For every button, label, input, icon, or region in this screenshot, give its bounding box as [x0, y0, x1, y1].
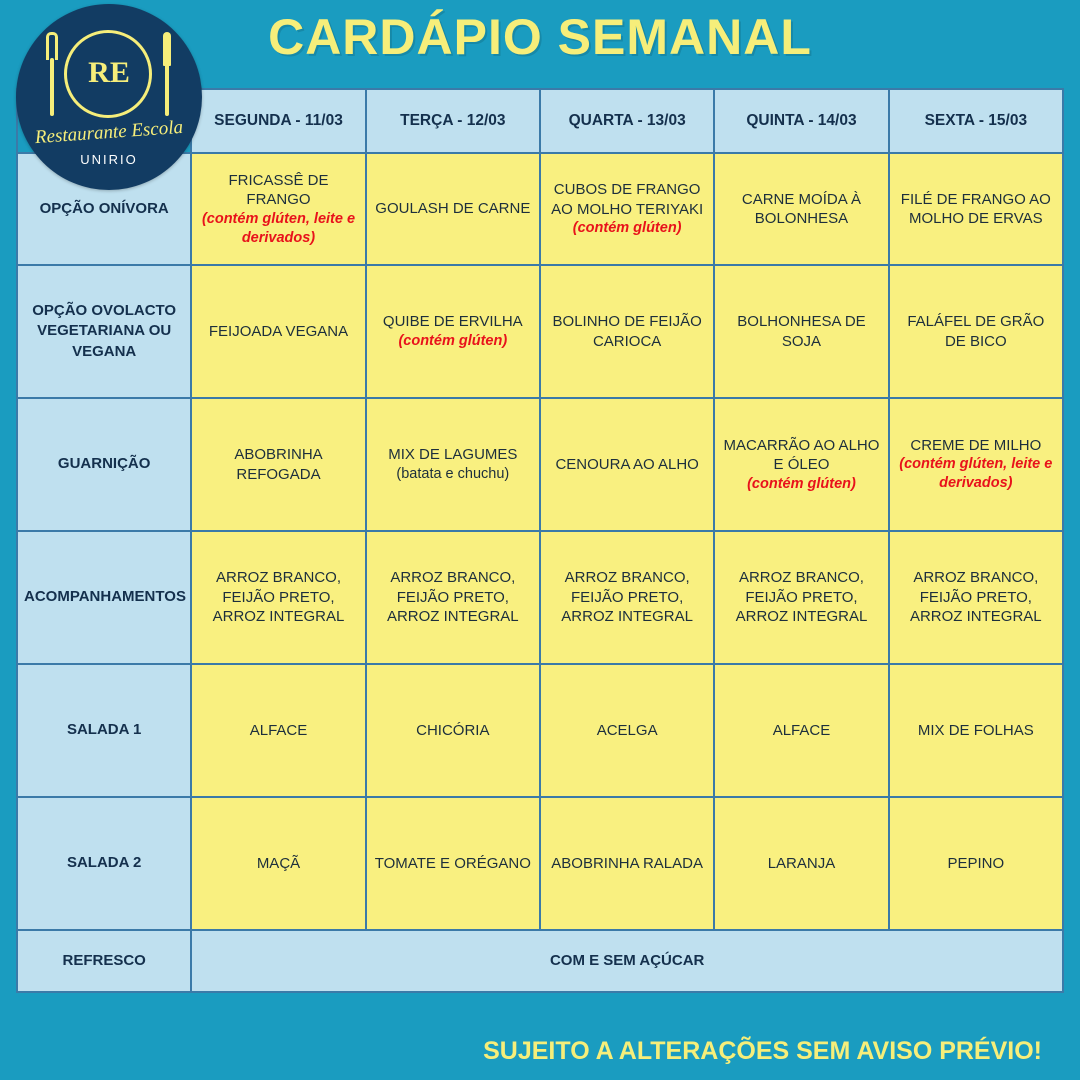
allergen-note: (contém glúten) [572, 220, 682, 237]
cell-onivora-wednesday [540, 153, 714, 265]
row-header-guarnicao: GUARNIÇÃO [17, 398, 191, 531]
dish-name: FRICASSÊ DE FRANGO [228, 171, 329, 209]
dish-name: CUBOS DE FRANGO AO MOLHO TERIYAKI [551, 181, 704, 218]
dish-name: MIX DE LAGUMES [388, 446, 518, 464]
row-header-onivora: OPÇÃO ONÍVORA [17, 153, 191, 265]
column-header-monday: SEGUNDA - 11/03 [191, 89, 365, 153]
dish-name: GOULASH DE CARNE [375, 200, 531, 218]
row-header-refresco: REFRESCO [17, 930, 191, 992]
dish-name: CREME DE MILHO [910, 436, 1042, 454]
allergen-note: (contém glúten) [398, 332, 508, 349]
logo-monogram: RE [88, 56, 130, 89]
cell-vegetariana-tuesday [366, 265, 540, 398]
cell-acompanhamentos-friday: ARROZ BRANCO, FEIJÃO PRETO, ARROZ INTEGRAL [889, 531, 1063, 664]
dish-name: BOLINHO DE FEIJÃO CARIOCA [552, 313, 702, 350]
table-row [17, 664, 1063, 797]
knife-icon [162, 32, 172, 116]
cell-vegetariana-thursday [714, 265, 888, 398]
table-row [17, 153, 1063, 265]
dish-name: ABOBRINHA REFOGADA [234, 446, 323, 483]
dish-name: BOLHONHESA DE SOJA [737, 313, 866, 350]
dish-name: FILÉ DE FRANGO AO MOLHO DE ERVAS [900, 190, 1051, 227]
cell-guarnicao-thursday [714, 398, 888, 531]
cell-onivora-friday [889, 153, 1063, 265]
table-row [17, 797, 1063, 930]
column-header-thursday: QUINTA - 14/03 [714, 89, 888, 153]
cell-acompanhamentos-wednesday: ARROZ BRANCO, FEIJÃO PRETO, ARROZ INTEGRAL [540, 531, 714, 664]
cell-guarnicao-tuesday [366, 398, 540, 531]
column-header-tuesday: TERÇA - 12/03 [366, 89, 540, 153]
row-header-salada-1: SALADA 1 [17, 664, 191, 797]
cell-salada1-tuesday: CHICÓRIA [366, 664, 540, 797]
dish-name: FEIJOADA VEGANA [208, 322, 349, 340]
row-header-salada-2: SALADA 2 [17, 797, 191, 930]
logo-name: Restaurante Escola [34, 116, 184, 149]
column-header-friday: SEXTA - 15/03 [889, 89, 1063, 153]
cell-salada2-tuesday: TOMATE E ORÉGANO [366, 797, 540, 930]
cell-acompanhamentos-monday: ARROZ BRANCO, FEIJÃO PRETO, ARROZ INTEGRAL [191, 531, 365, 664]
cell-refresco-all-week: COM E SEM AÇÚCAR [191, 930, 1063, 992]
cell-salada2-monday: MAÇÃ [191, 797, 365, 930]
table-row [17, 531, 1063, 664]
row-header-acompanhamentos: ACOMPANHAMENTOS [17, 531, 191, 664]
disclaimer-text: SUJEITO A ALTERAÇÕES SEM AVISO PRÉVIO! [483, 1037, 1042, 1065]
cell-salada1-friday: MIX DE FOLHAS [889, 664, 1063, 797]
cell-acompanhamentos-thursday: ARROZ BRANCO, FEIJÃO PRETO, ARROZ INTEGRAL [714, 531, 888, 664]
table-row [17, 265, 1063, 398]
restaurant-logo [16, 4, 202, 190]
table-row [17, 930, 1063, 992]
dish-name: FALÁFEL DE GRÃO DE BICO [907, 313, 1045, 350]
cell-salada2-wednesday: ABOBRINHA RALADA [540, 797, 714, 930]
cell-onivora-thursday [714, 153, 888, 265]
cell-guarnicao-friday [889, 398, 1063, 531]
cell-salada1-thursday: ALFACE [714, 664, 888, 797]
cell-salada2-friday: PEPINO [889, 797, 1063, 930]
cell-vegetariana-wednesday [540, 265, 714, 398]
weekly-menu-table [16, 88, 1064, 993]
cell-guarnicao-monday [191, 398, 365, 531]
cell-vegetariana-friday [889, 265, 1063, 398]
row-header-vegetariana: OPÇÃO OVOLACTO VEGETARIANA OU VEGANA [17, 265, 191, 398]
cell-guarnicao-wednesday [540, 398, 714, 531]
allergen-note: (contém glúten) [747, 475, 856, 492]
page-title: CARDÁPIO SEMANAL [268, 9, 812, 65]
allergen-note: (contém glúten, leite e derivados) [201, 210, 356, 246]
allergen-note: (contém glúten, leite e derivados) [899, 456, 1053, 492]
table-row [17, 398, 1063, 531]
logo-subtitle: UNIRIO [80, 152, 138, 167]
cell-acompanhamentos-tuesday: ARROZ BRANCO, FEIJÃO PRETO, ARROZ INTEGRAL [366, 531, 540, 664]
column-header-wednesday: QUARTA - 13/03 [540, 89, 714, 153]
cell-salada1-wednesday: ACELGA [540, 664, 714, 797]
dish-name: QUIBE DE ERVILHA [382, 313, 523, 331]
dish-name: CENOURA AO ALHO [555, 455, 699, 473]
cell-salada2-thursday: LARANJA [714, 797, 888, 930]
cell-onivora-monday [191, 153, 365, 265]
cell-salada1-monday: ALFACE [191, 664, 365, 797]
fork-icon [46, 32, 58, 116]
dish-name: CARNE MOÍDA À BOLONHESA [741, 190, 862, 227]
dish-name: MACARRÃO AO ALHO E ÓLEO [723, 436, 880, 474]
dish-detail: (batata e chuchu) [396, 465, 510, 482]
cell-vegetariana-monday [191, 265, 365, 398]
cell-onivora-tuesday [366, 153, 540, 265]
